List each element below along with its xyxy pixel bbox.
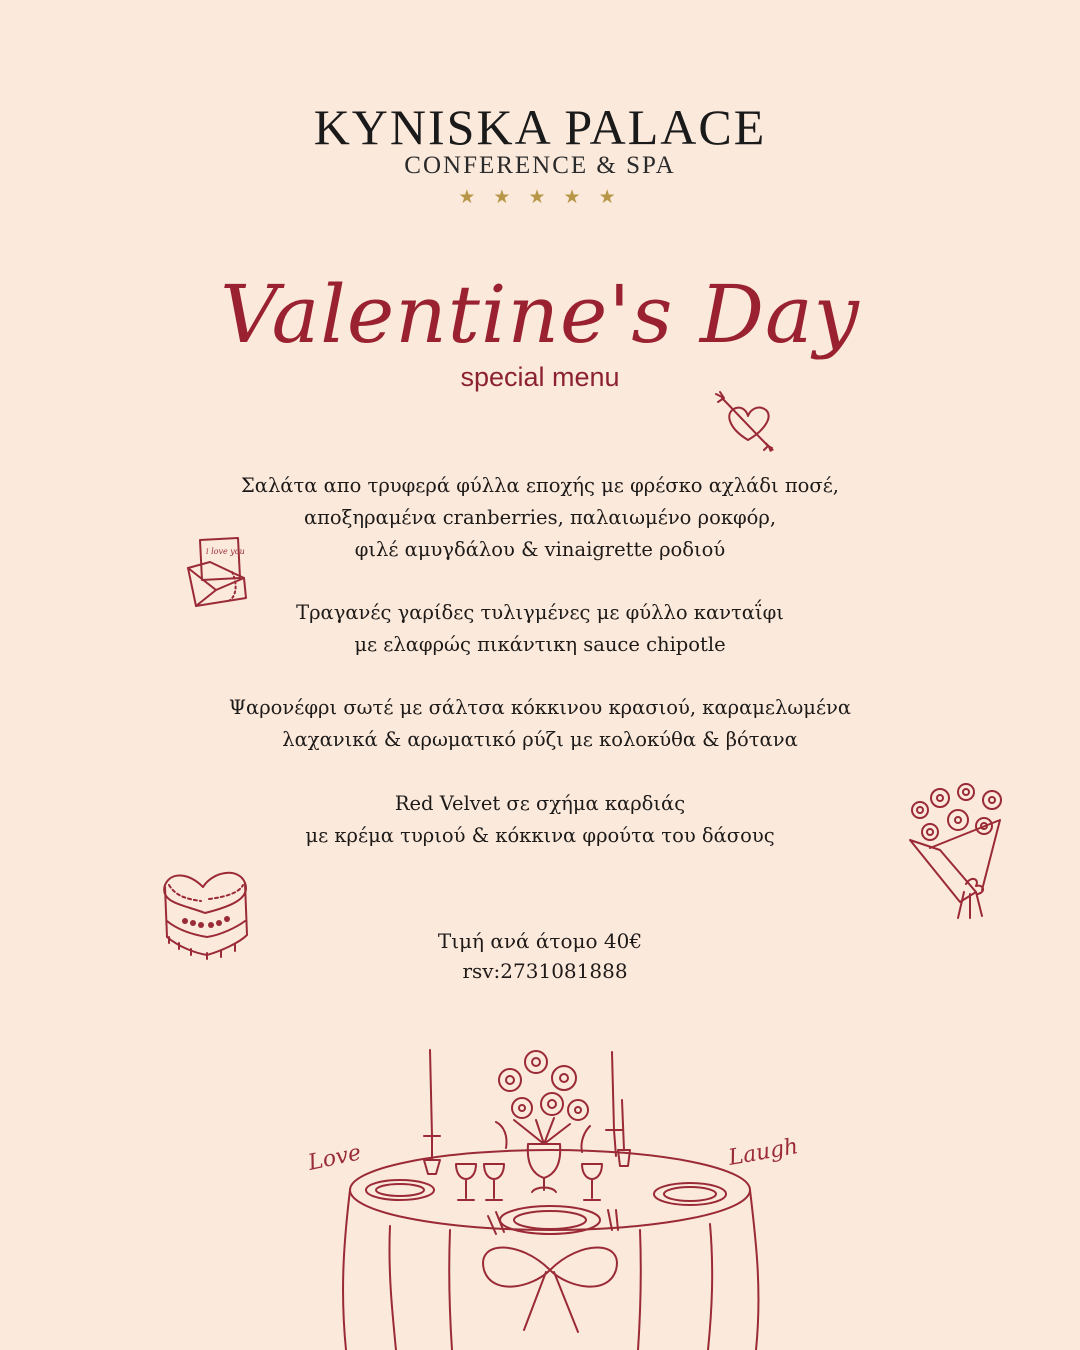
heart-arrow-icon bbox=[710, 390, 790, 460]
menu-line: με ελαφρώς πικάντικη sauce chipotle bbox=[354, 633, 726, 656]
menu-item-starter bbox=[0, 470, 1080, 566]
flower-bouquet-icon bbox=[900, 780, 1020, 920]
reservation-phone[interactable]: rsv:2731081888 bbox=[462, 959, 628, 983]
menu-line: Τραγανές γαρίδες τυλιγμένες με φύλλο κανταΐφι bbox=[296, 601, 784, 624]
price-label: Τιμή ανά άτομο 40€ bbox=[437, 929, 643, 953]
menu-line: φιλέ αμυγδάλου & vinaigrette ροδιού bbox=[354, 538, 726, 561]
heart-cake-icon bbox=[155, 865, 255, 965]
menu-line: Σαλάτα απο τρυφερά φύλλα εποχής με φρέσκο αχλάδι ποσέ, bbox=[240, 474, 840, 497]
laugh-word: Laugh bbox=[726, 1134, 801, 1171]
love-letter-icon bbox=[180, 534, 260, 614]
dinner-table-illustration bbox=[300, 1040, 820, 1350]
brand-stars: ★ ★ ★ ★ ★ bbox=[458, 186, 622, 208]
menu-line: Ψαρονέφρι σωτέ με σάλτσα κόκκινου κρασιού, καραμελωμένα bbox=[228, 696, 852, 719]
menu-item-appetizer bbox=[0, 597, 1080, 661]
page-title: Valentine's Day bbox=[220, 268, 860, 361]
page-subtitle: special menu bbox=[460, 362, 620, 392]
menu-line: με κρέμα τυριού & κόκκινα φρούτα του δάσους bbox=[305, 824, 775, 847]
menu-line: Red Velvet σε σχήμα καρδιάς bbox=[394, 792, 686, 815]
love-word: Love bbox=[306, 1140, 364, 1176]
menu-line: λαχανικά & αρωματικό ρύζι με κολοκύθα & βότανα bbox=[282, 728, 798, 751]
letter-text: i love you bbox=[206, 547, 245, 556]
menu-item-main bbox=[0, 692, 1080, 756]
menu-line: αποξηραμένα cranberries, παλαιωμένο ροκφόρ, bbox=[303, 506, 777, 529]
brand-subtitle: CONFERENCE & SPA bbox=[404, 152, 676, 179]
brand-name: KYNISKA PALACE bbox=[313, 99, 767, 155]
